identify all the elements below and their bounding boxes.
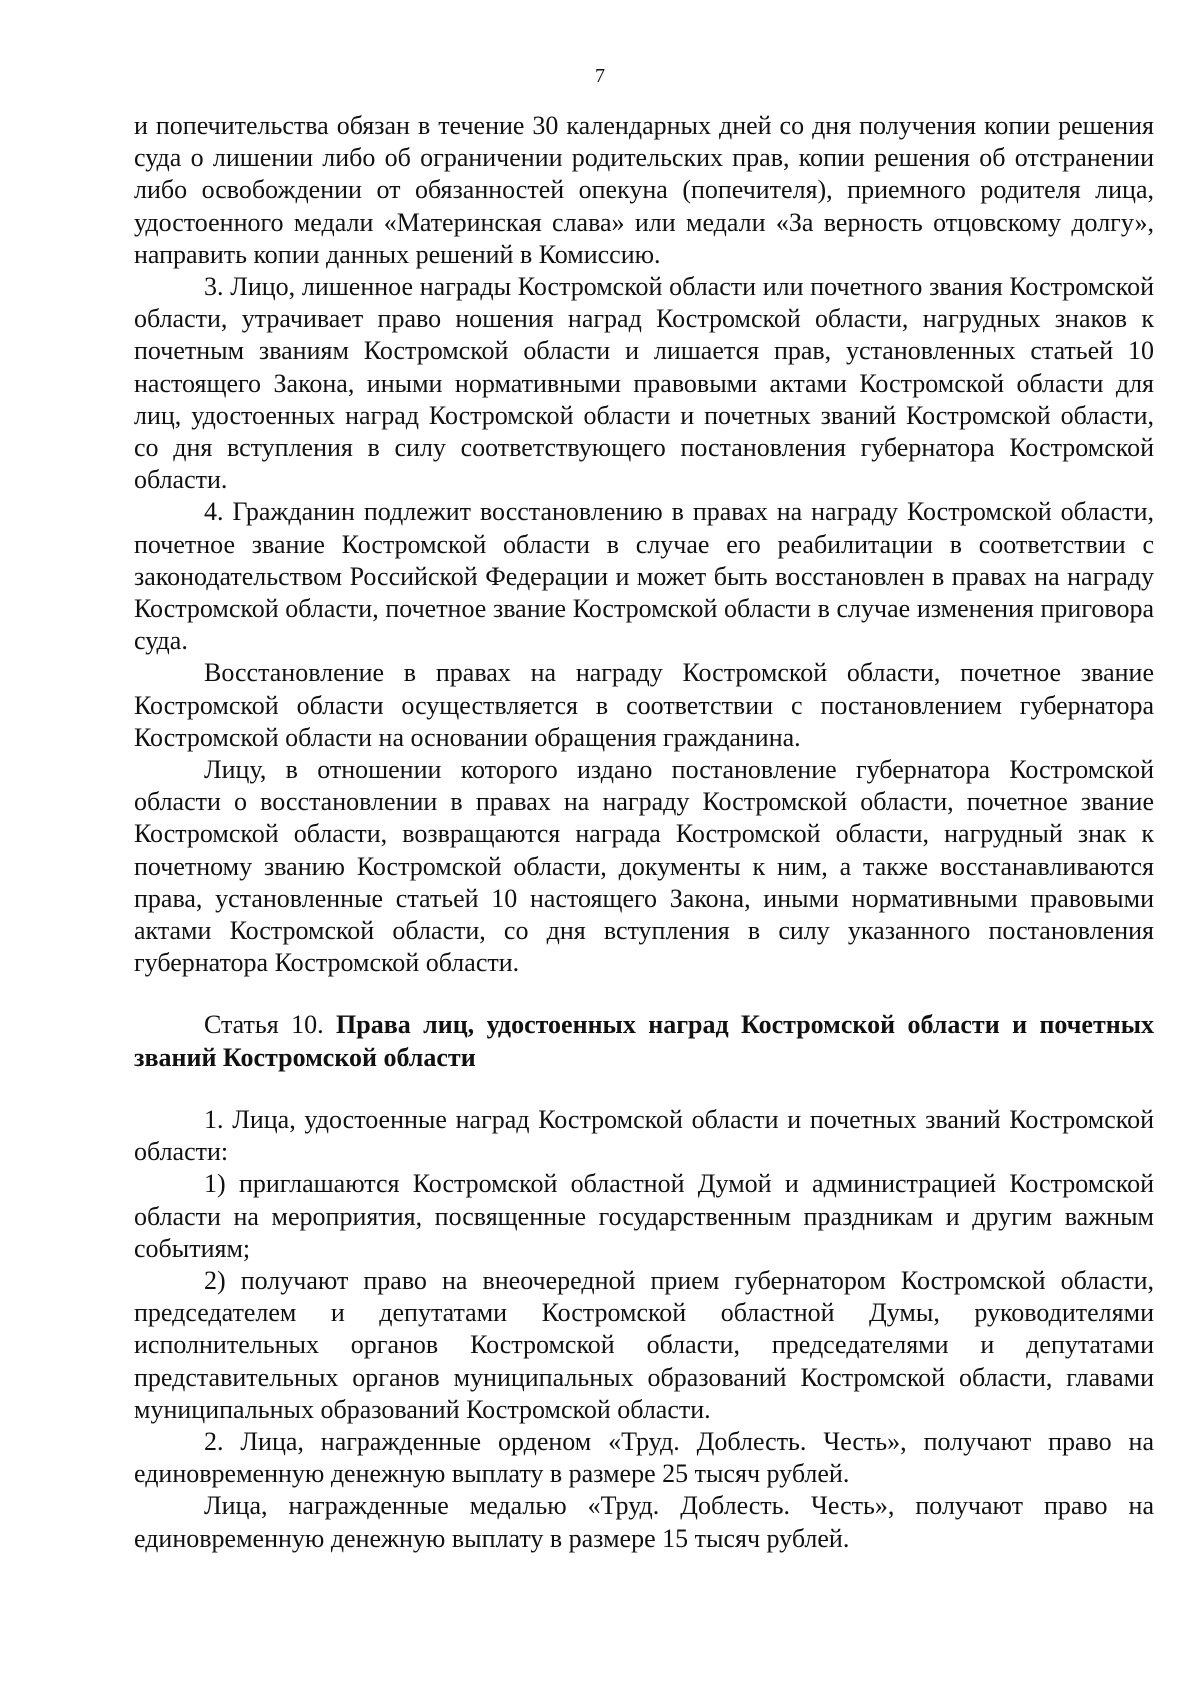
article-title: Права лиц, удостоенных наград Костромской области и почетных званий Костромской области [134,1010,1154,1072]
paragraph-art10-medal: Лица, награжденные медалью «Труд. Доблесть. Честь», получают право на единовременную денежную выплату в размере 15 тысяч рублей. [134,1491,1154,1553]
paragraph-art9-item3: 3. Лицо, лишенное награды Костромской области или почетного звания Костромской области, утрачивает право ношения наград Костромской области, нагрудных знаков к почетным званиям Костромской области и лишается прав, установленных статьей 10 настоящего Закона, иными нормативными правовыми актами Костромской области для лиц, удостоенных наград Костромской области и почетных званий Костромской области, со дня вступления в силу соответствующего постановления губернатора Костромской области. [134,272,1154,495]
paragraph-art10-subitem2: 2) получают право на внеочередной прием губернатором Костромской области, председателем и депутатами Костромской областной Думы, руководителями исполнительных органов Костромской области, председателями и депутатами представительных органов муниципальных образований Костромской области, главами муниципальных образований Костромской области. [134,1265,1154,1424]
page-number: 7 [595,65,605,87]
paragraph-art10-item1: 1. Лица, удостоенные наград Костромской области и почетных званий Костромской области: [134,1104,1154,1167]
document-body [134,110,1154,1555]
paragraph-art10-subitem1: 1) приглашаются Костромской областной Думой и администрацией Костромской области на мероприятия, посвященные государственным праздникам и другим важным событиям; [134,1169,1154,1263]
article-label: Статья 10. [204,1010,324,1040]
paragraph-art9-return: Лицу, в отношении которого издано постановление губернатора Костромской области о восстановлении в правах на награду Костромской области, почетное звание Костромской области, возвращаются награда Костромской области, нагрудный знак к почетному званию Костромской области, документы к ним, а также восстанавливаются права, установленные статьей 10 настоящего Закона, иными нормативными правовыми актами Костромской области, со дня вступления в силу указанного постановления губернатора Костромской области. [134,755,1154,978]
paragraph-art10-item2: 2. Лица, награжденные орденом «Труд. Доблесть. Честь», получают право на единовременную денежную выплату в размере 25 тысяч рублей. [134,1426,1154,1489]
article-heading [134,1009,1154,1073]
paragraph-continuation: и попечительства обязан в течение 30 календарных дней со дня получения копии решения суда о лишении либо об ограничении родительских прав, копии решения об отстранении либо освобождении от обязанностей опекуна (попечителя), приемного родителя лица, удостоенного медали «Материнская слава» или медали «За верность отцовскому долгу», направить копии данных решений в Комиссию. [134,111,1154,269]
paragraph-art9-restoration: Восстановление в правах на награду Костромской области, почетное звание Костромской области осуществляется в соответствии с постановлением губернатора Костромской области на основании обращения гражданина. [134,658,1154,752]
paragraph-art9-item4: 4. Гражданин подлежит восстановлению в правах на награду Костромской области, почетное звание Костромской области в случае его реабилитации в соответствии с законодательством Российской Федерации и может быть восстановлен в правах на награду Костромской области, почетное звание Костромской области в случае изменения приговора суда. [134,497,1154,656]
